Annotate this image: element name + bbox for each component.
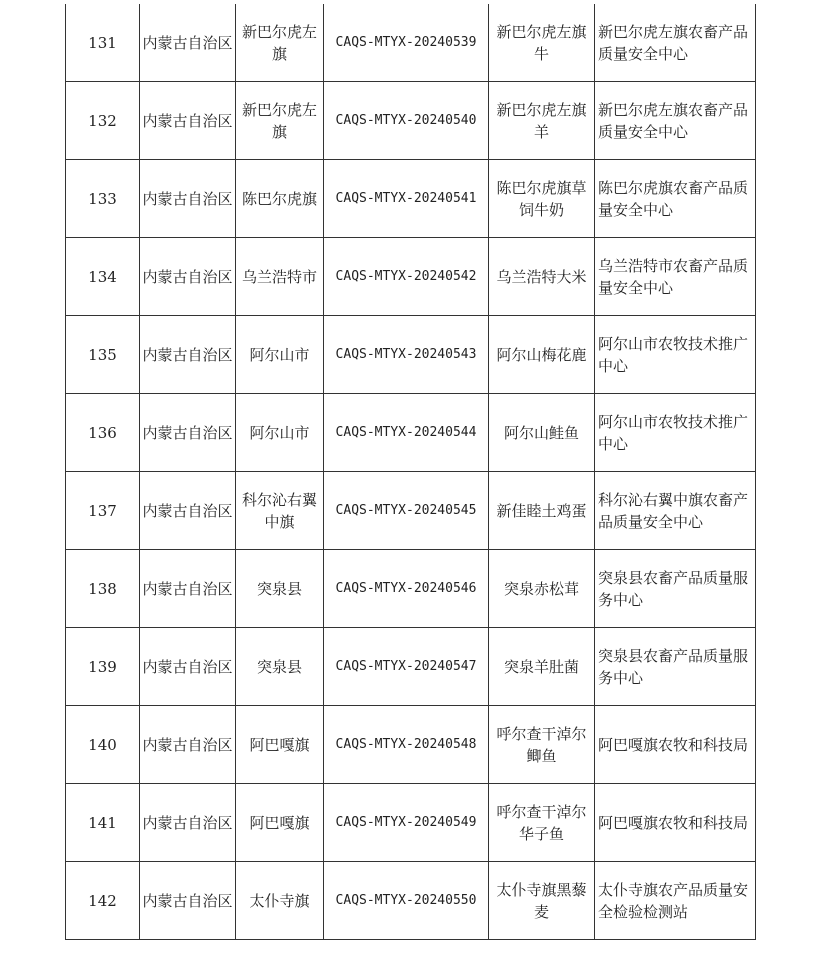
table-row bbox=[66, 628, 756, 706]
county-cell: 突泉县 bbox=[236, 628, 324, 706]
region-cell: 内蒙古自治区 bbox=[140, 862, 236, 940]
agency-cell: 突泉县农畜产品质量服务中心 bbox=[595, 628, 756, 706]
county-cell: 阿尔山市 bbox=[236, 394, 324, 472]
serial-number-cell: 138 bbox=[66, 550, 140, 628]
serial-number-cell: 134 bbox=[66, 238, 140, 316]
region-cell: 内蒙古自治区 bbox=[140, 550, 236, 628]
county-cell: 太仆寺旗 bbox=[236, 862, 324, 940]
table-row bbox=[66, 862, 756, 940]
region-cell: 内蒙古自治区 bbox=[140, 472, 236, 550]
table-row bbox=[66, 82, 756, 160]
agency-cell: 阿尔山市农牧技术推广中心 bbox=[595, 394, 756, 472]
region-cell: 内蒙古自治区 bbox=[140, 706, 236, 784]
product-name-cell: 新佳睦土鸡蛋 bbox=[489, 472, 595, 550]
product-name-cell: 阿尔山梅花鹿 bbox=[489, 316, 595, 394]
serial-number-cell: 139 bbox=[66, 628, 140, 706]
serial-number-cell: 142 bbox=[66, 862, 140, 940]
certificate-code-cell: CAQS-MTYX-20240549 bbox=[324, 784, 489, 862]
serial-number-cell: 137 bbox=[66, 472, 140, 550]
agency-cell: 科尔沁右翼中旗农畜产品质量安全中心 bbox=[595, 472, 756, 550]
agency-cell: 陈巴尔虎旗农畜产品质量安全中心 bbox=[595, 160, 756, 238]
county-cell: 新巴尔虎左旗 bbox=[236, 82, 324, 160]
certificate-code-cell: CAQS-MTYX-20240548 bbox=[324, 706, 489, 784]
product-name-cell: 新巴尔虎左旗羊 bbox=[489, 82, 595, 160]
certificate-code-cell: CAQS-MTYX-20240542 bbox=[324, 238, 489, 316]
certificate-code-cell: CAQS-MTYX-20240544 bbox=[324, 394, 489, 472]
serial-number-cell: 133 bbox=[66, 160, 140, 238]
product-name-cell: 太仆寺旗黑藜麦 bbox=[489, 862, 595, 940]
region-cell: 内蒙古自治区 bbox=[140, 316, 236, 394]
region-cell: 内蒙古自治区 bbox=[140, 628, 236, 706]
county-cell: 阿巴嘎旗 bbox=[236, 706, 324, 784]
agency-cell: 阿尔山市农牧技术推广中心 bbox=[595, 316, 756, 394]
agency-cell: 乌兰浩特市农畜产品质量安全中心 bbox=[595, 238, 756, 316]
table-row bbox=[66, 784, 756, 862]
certificate-code-cell: CAQS-MTYX-20240546 bbox=[324, 550, 489, 628]
agency-cell: 突泉县农畜产品质量服务中心 bbox=[595, 550, 756, 628]
table-row bbox=[66, 394, 756, 472]
product-name-cell: 呼尔查干淖尔华子鱼 bbox=[489, 784, 595, 862]
region-cell: 内蒙古自治区 bbox=[140, 238, 236, 316]
serial-number-cell: 141 bbox=[66, 784, 140, 862]
serial-number-cell: 132 bbox=[66, 82, 140, 160]
table-row bbox=[66, 550, 756, 628]
table-body bbox=[66, 4, 756, 940]
county-cell: 阿巴嘎旗 bbox=[236, 784, 324, 862]
county-cell: 科尔沁右翼中旗 bbox=[236, 472, 324, 550]
certificate-code-cell: CAQS-MTYX-20240545 bbox=[324, 472, 489, 550]
table-row bbox=[66, 472, 756, 550]
agency-cell: 新巴尔虎左旗农畜产品质量安全中心 bbox=[595, 4, 756, 82]
table-row bbox=[66, 238, 756, 316]
certificate-code-cell: CAQS-MTYX-20240541 bbox=[324, 160, 489, 238]
region-cell: 内蒙古自治区 bbox=[140, 784, 236, 862]
agency-cell: 阿巴嘎旗农牧和科技局 bbox=[595, 784, 756, 862]
table-row bbox=[66, 160, 756, 238]
certificate-code-cell: CAQS-MTYX-20240550 bbox=[324, 862, 489, 940]
certificate-code-cell: CAQS-MTYX-20240539 bbox=[324, 4, 489, 82]
region-cell: 内蒙古自治区 bbox=[140, 160, 236, 238]
product-name-cell: 乌兰浩特大米 bbox=[489, 238, 595, 316]
product-name-cell: 呼尔查干淖尔鲫鱼 bbox=[489, 706, 595, 784]
product-name-cell: 突泉赤松茸 bbox=[489, 550, 595, 628]
records-table bbox=[65, 4, 756, 940]
product-name-cell: 新巴尔虎左旗牛 bbox=[489, 4, 595, 82]
product-name-cell: 突泉羊肚菌 bbox=[489, 628, 595, 706]
certificate-code-cell: CAQS-MTYX-20240540 bbox=[324, 82, 489, 160]
serial-number-cell: 135 bbox=[66, 316, 140, 394]
certificate-code-cell: CAQS-MTYX-20240543 bbox=[324, 316, 489, 394]
table-row bbox=[66, 316, 756, 394]
serial-number-cell: 136 bbox=[66, 394, 140, 472]
agency-cell: 新巴尔虎左旗农畜产品质量安全中心 bbox=[595, 82, 756, 160]
certificate-code-cell: CAQS-MTYX-20240547 bbox=[324, 628, 489, 706]
county-cell: 突泉县 bbox=[236, 550, 324, 628]
agency-cell: 太仆寺旗农产品质量安全检验检测站 bbox=[595, 862, 756, 940]
product-name-cell: 陈巴尔虎旗草饲牛奶 bbox=[489, 160, 595, 238]
county-cell: 新巴尔虎左旗 bbox=[236, 4, 324, 82]
region-cell: 内蒙古自治区 bbox=[140, 394, 236, 472]
product-name-cell: 阿尔山鲑鱼 bbox=[489, 394, 595, 472]
county-cell: 陈巴尔虎旗 bbox=[236, 160, 324, 238]
serial-number-cell: 140 bbox=[66, 706, 140, 784]
region-cell: 内蒙古自治区 bbox=[140, 4, 236, 82]
agency-cell: 阿巴嘎旗农牧和科技局 bbox=[595, 706, 756, 784]
table-row bbox=[66, 4, 756, 82]
county-cell: 乌兰浩特市 bbox=[236, 238, 324, 316]
table-row bbox=[66, 706, 756, 784]
county-cell: 阿尔山市 bbox=[236, 316, 324, 394]
serial-number-cell: 131 bbox=[66, 4, 140, 82]
region-cell: 内蒙古自治区 bbox=[140, 82, 236, 160]
